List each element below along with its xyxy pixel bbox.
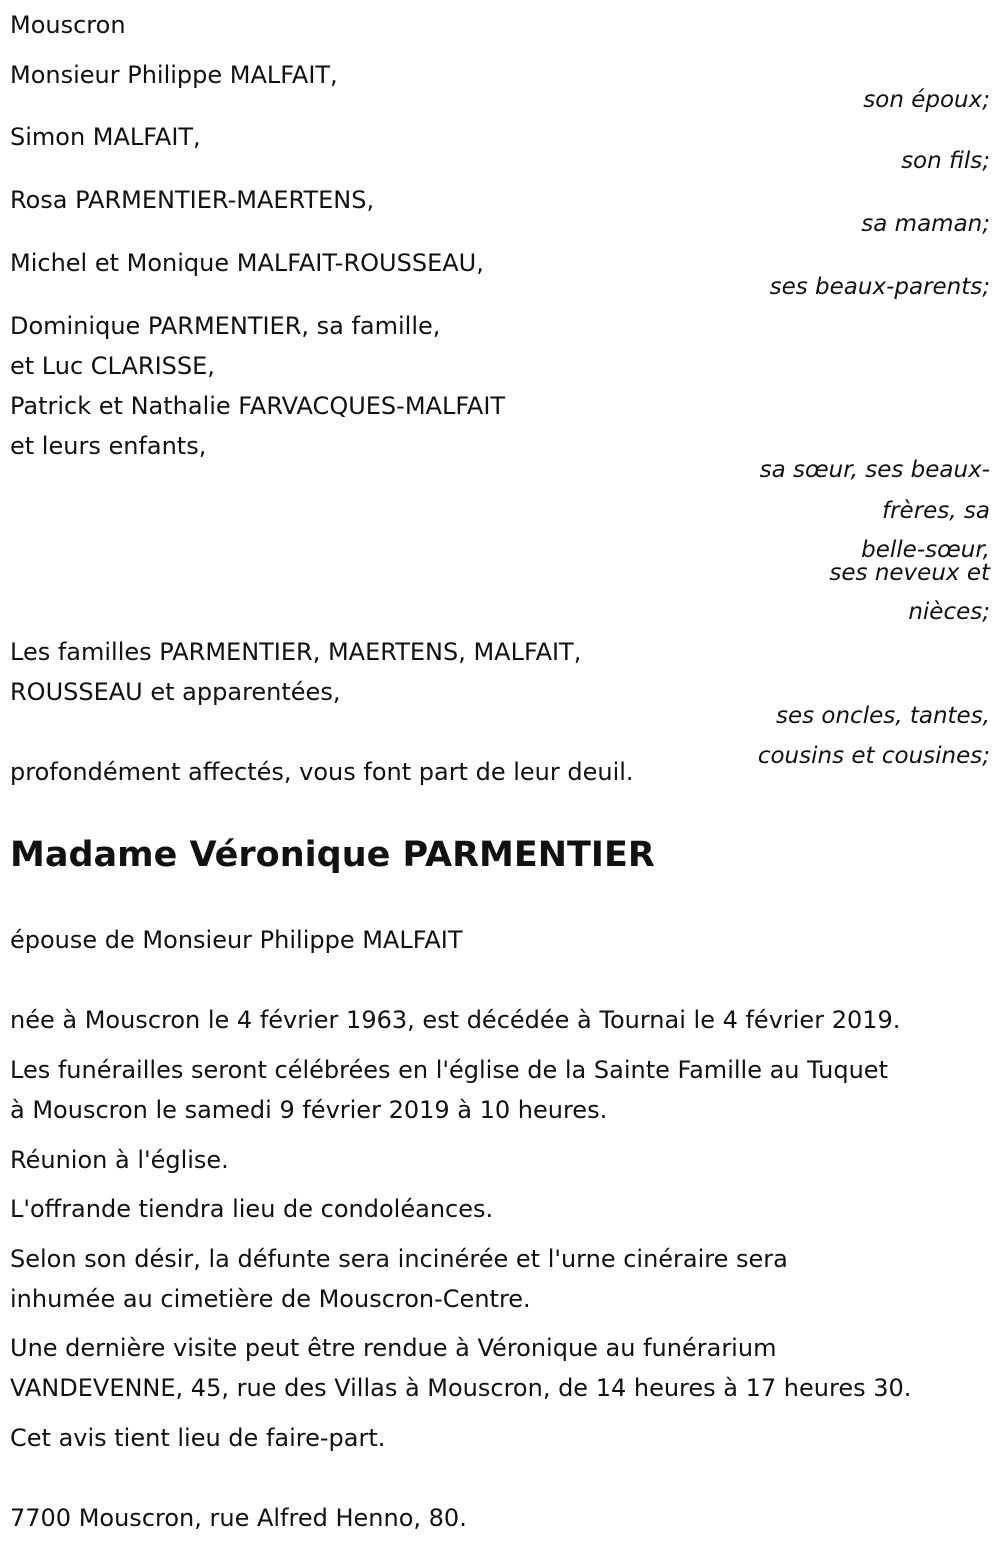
relation: belle-sœur,: [861, 537, 990, 563]
family-member: Les familles PARMENTIER, MAERTENS, MALFAIT,: [10, 638, 582, 666]
family-member: Dominique PARMENTIER, sa famille,: [10, 312, 441, 340]
family-member: Rosa PARMENTIER-MAERTENS,: [10, 186, 375, 214]
family-member: Simon MALFAIT,: [10, 123, 201, 151]
body-line: à Mouscron le samedi 9 février 2019 à 10 heures.: [10, 1096, 608, 1124]
relation: nièces;: [908, 599, 990, 625]
relation: frères, sa: [882, 498, 990, 524]
body-line: inhumée au cimetière de Mouscron-Centre.: [10, 1285, 531, 1313]
body-line: née à Mouscron le 4 février 1963, est décédée à Tournai le 4 février 2019.: [10, 1006, 901, 1034]
body-line: Réunion à l'église.: [10, 1146, 229, 1174]
family-member: Michel et Monique MALFAIT-ROUSSEAU,: [10, 249, 484, 277]
relation: son fils;: [901, 148, 990, 174]
family-member: Patrick et Nathalie FARVACQUES-MALFAIT: [10, 392, 506, 420]
body-line: Une dernière visite peut être rendue à Véronique au funérarium: [10, 1334, 777, 1362]
location: Mouscron: [10, 11, 126, 39]
body-line: Les funérailles seront célébrées en l'église de la Sainte Famille au Tuquet: [10, 1056, 888, 1084]
closing-text: profondément affectés, vous font part de leur deuil.: [10, 758, 634, 786]
family-member: ROUSSEAU et apparentées,: [10, 678, 341, 706]
relation: ses oncles, tantes,: [775, 703, 990, 729]
relation: sa sœur, ses beaux-: [759, 457, 990, 483]
relation: ses beaux-parents;: [769, 274, 990, 300]
deceased-name: Madame Véronique PARMENTIER: [10, 835, 655, 875]
body-line: Cet avis tient lieu de faire-part.: [10, 1424, 386, 1452]
spouse-line: épouse de Monsieur Philippe MALFAIT: [10, 926, 463, 954]
address: 7700 Mouscron, rue Alfred Henno, 80.: [10, 1504, 467, 1532]
family-member: et Luc CLARISSE,: [10, 352, 215, 380]
body-line: Selon son désir, la défunte sera incinérée et l'urne cinéraire sera: [10, 1245, 788, 1273]
body-line: L'offrande tiendra lieu de condoléances.: [10, 1195, 494, 1223]
body-line: VANDEVENNE, 45, rue des Villas à Mouscron, de 14 heures à 17 heures 30.: [10, 1374, 912, 1402]
family-member: Monsieur Philippe MALFAIT,: [10, 61, 338, 89]
relation: cousins et cousines;: [757, 743, 990, 769]
family-member: et leurs enfants,: [10, 432, 207, 460]
relation: sa maman;: [861, 211, 990, 237]
relation: ses neveux et: [829, 560, 990, 586]
relation: son époux;: [863, 87, 990, 113]
